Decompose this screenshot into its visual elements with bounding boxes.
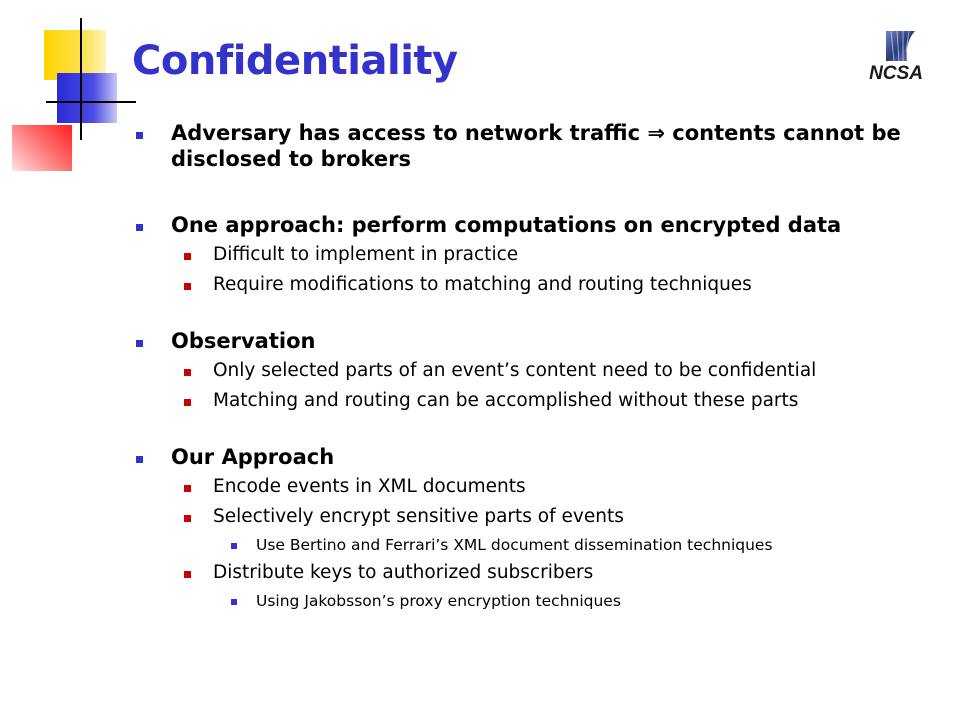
sub-bullet-square-icon (184, 369, 191, 376)
sub-bullet-square-icon (184, 571, 191, 578)
bullet-observation-text: Observation (171, 329, 316, 353)
sub-bullet (134, 240, 944, 270)
bullet-square-icon (136, 224, 143, 231)
sub-sub-bullet (134, 588, 944, 614)
sub-sub-bullet-text: Use Bertino and Ferrari’s XML document dissemination techniques (256, 536, 773, 554)
sub-bullet (134, 472, 944, 502)
bullet-one-approach (134, 212, 944, 238)
decor-horizontal-line (46, 101, 136, 103)
bullet-observation (134, 328, 944, 354)
sub-bullet (134, 356, 944, 386)
sub-bullet-square-icon (184, 283, 191, 290)
decor-blue-square (57, 73, 117, 123)
sub-sub-bullet-square-icon (231, 599, 237, 605)
bullet-adversary-text: Adversary has access to network traffic ⇒ contents cannot be disclosed to brokers (171, 121, 901, 171)
sub-sub-bullet (134, 532, 944, 558)
sub-bullet-text: Selectively encrypt sensitive parts of events (213, 506, 624, 527)
bullet-square-icon (136, 456, 143, 463)
sub-bullet-text: Distribute keys to authorized subscribers (213, 562, 594, 583)
sub-bullet-square-icon (184, 485, 191, 492)
decor-red-square (12, 125, 72, 171)
slide-body (134, 120, 944, 614)
sub-bullet-square-icon (184, 515, 191, 522)
sub-bullet-text: Difficult to implement in practice (213, 244, 519, 265)
sub-bullet-text: Matching and routing can be accomplished without these parts (213, 390, 799, 411)
bullet-adversary (134, 120, 944, 172)
decor-vertical-line (80, 18, 82, 140)
bullet-our-approach-text: Our Approach (171, 445, 335, 469)
sub-bullet-square-icon (184, 253, 191, 260)
sub-bullet-text: Only selected parts of an event’s content need to be confidential (213, 360, 817, 381)
sub-bullet (134, 558, 944, 588)
ncsa-logo-text: NCSA (869, 63, 923, 84)
ncsa-logo (858, 28, 934, 84)
bullet-one-approach-text: One approach: perform computations on encrypted data (171, 213, 842, 237)
sub-bullet (134, 502, 944, 532)
sub-bullet-text: Encode events in XML documents (213, 476, 526, 497)
sub-sub-bullet-square-icon (231, 543, 237, 549)
bullet-square-icon (136, 132, 143, 139)
sub-bullet (134, 386, 944, 416)
bullet-square-icon (136, 340, 143, 347)
sub-bullet-square-icon (184, 399, 191, 406)
sub-sub-bullet-text: Using Jakobsson’s proxy encryption techniques (256, 592, 621, 610)
sub-bullet (134, 270, 944, 300)
sub-bullet-text: Require modifications to matching and routing techniques (213, 274, 752, 295)
slide-title: Confidentiality (132, 38, 458, 84)
bullet-our-approach (134, 444, 944, 470)
